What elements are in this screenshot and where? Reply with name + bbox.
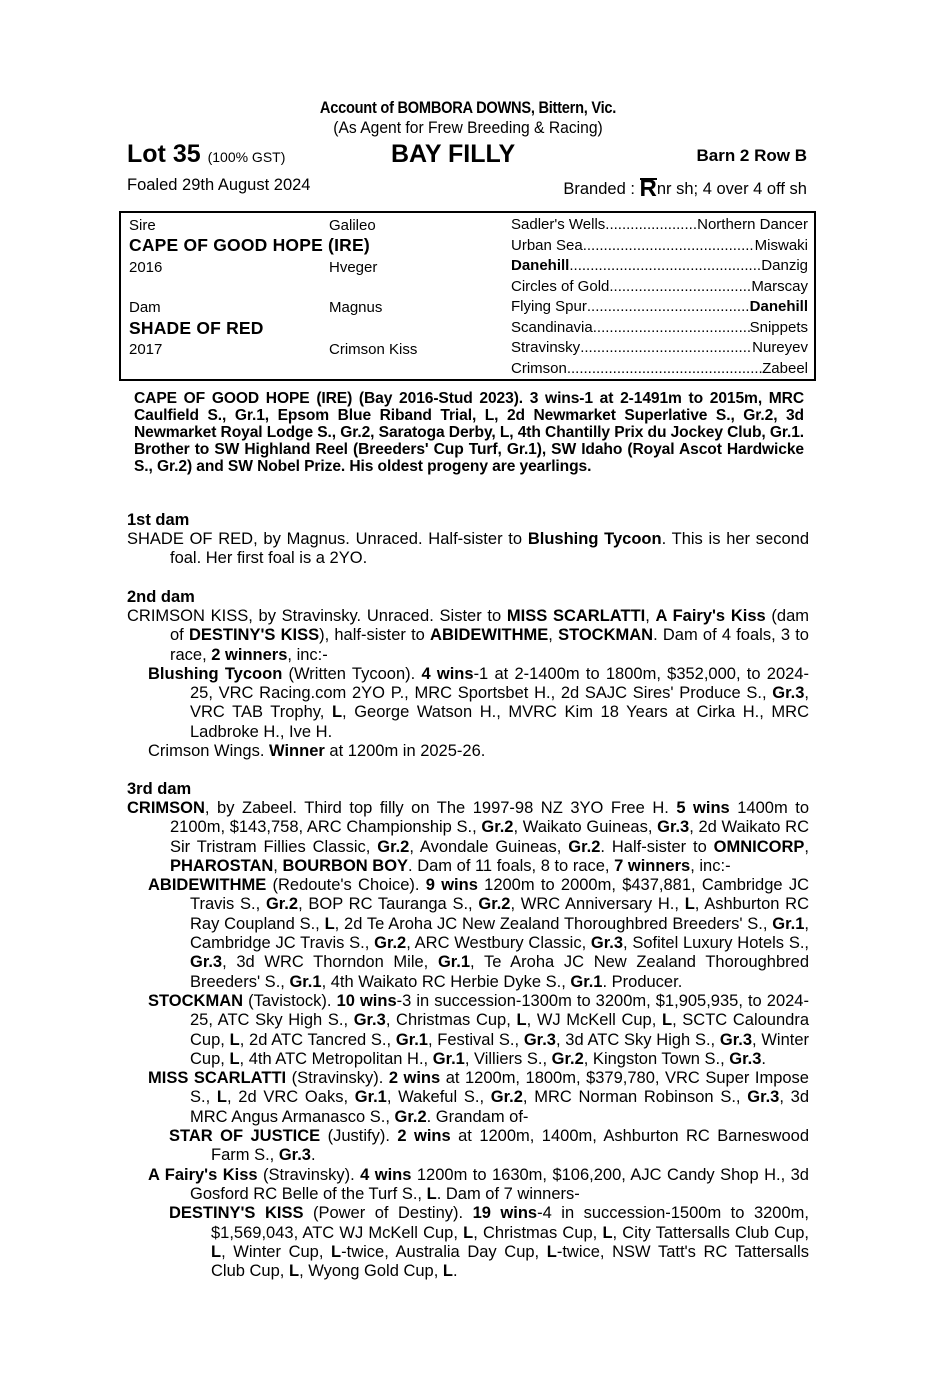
bold-run: L xyxy=(229,1049,240,1068)
bold-run: L xyxy=(463,1223,474,1242)
progeny-entry xyxy=(127,1166,809,1205)
foal-line xyxy=(127,172,809,202)
bold-run: L xyxy=(516,1011,527,1030)
text-run: . xyxy=(453,1262,458,1281)
leader-dots xyxy=(583,237,755,254)
text-run: . Grandam of- xyxy=(426,1107,529,1126)
leader-dots xyxy=(593,319,750,336)
bold-run: Gr.2 xyxy=(481,818,514,837)
brand-text: nr sh; 4 over 4 off sh xyxy=(656,180,807,198)
bold-run: Gr.3 xyxy=(590,934,624,953)
bold-run: Blushing Tycoon xyxy=(527,530,662,548)
leader-dots xyxy=(605,216,697,233)
gst-note: (100% GST) xyxy=(207,149,286,165)
ancestor-sire: Miswaki xyxy=(754,236,808,254)
third-dam-progeny xyxy=(127,876,809,1281)
bold-run: DESTINY'S KISS xyxy=(169,1204,304,1223)
text-run: , Villiers S., xyxy=(464,1049,552,1068)
third-dam-section xyxy=(127,779,809,1281)
text-run: , inc:- xyxy=(690,856,731,875)
text-run: -4 in succession-1500m to 3200m, $1,569,043, ATC WJ McKell Cup, xyxy=(211,1204,809,1242)
ancestor-sire: Zabeel xyxy=(762,359,808,377)
bold-run: 4 wins xyxy=(360,1165,412,1184)
first-dam-text xyxy=(127,530,809,569)
fourth-gen-row xyxy=(511,257,808,274)
sire-name: CAPE OF GOOD HOPE (IRE) xyxy=(129,235,370,255)
sire-year: 2016 xyxy=(129,259,163,276)
ancestor-sire: Danehill xyxy=(749,298,808,315)
text-run: , Avondale Guineas, xyxy=(409,837,569,856)
text-run: , 3d MRC Angus Armanasco S., xyxy=(190,1088,810,1126)
bold-run: OMNICORP xyxy=(713,837,805,856)
bold-run: A Fairy's Kiss xyxy=(148,1165,258,1184)
second-dam-heading: 2nd dam xyxy=(127,588,195,606)
bold-run: PHAROSTAN xyxy=(170,856,274,875)
ancestor-sire: Nureyev xyxy=(752,339,808,356)
text-run: (Redoute's Choice). xyxy=(266,876,426,895)
bold-run: L xyxy=(216,1088,227,1107)
leader-dots xyxy=(587,298,750,315)
text-run: (Justify). xyxy=(320,1127,398,1146)
bold-run: 2 wins xyxy=(388,1069,441,1088)
text-run: , Waikato Guineas, xyxy=(513,818,658,837)
text-run: (Power of Destiny). xyxy=(303,1204,473,1223)
fourth-gen-row xyxy=(511,298,808,315)
vendor-account: Account of BOMBORA DOWNS, Bittern, Vic. xyxy=(319,98,617,117)
text-run: , 3d ATC Sky High S., xyxy=(555,1030,720,1049)
bold-run: L xyxy=(684,895,695,914)
lot-number xyxy=(127,140,285,169)
bold-run: Gr.2 xyxy=(490,1088,523,1107)
progeny-entry xyxy=(127,742,809,761)
vendor-agent: (As Agent for Frew Breeding & Racing) xyxy=(333,118,603,137)
bold-run: L xyxy=(426,1184,437,1203)
bold-run: L xyxy=(331,1242,342,1261)
bold-run: L xyxy=(324,914,335,933)
text-run: , 4th ATC Metropolitan H., xyxy=(239,1049,433,1068)
text-run: , Sofitel Luxury Hotels S., xyxy=(623,934,809,953)
progeny-entry xyxy=(127,992,809,1069)
text-run: , 2d Te Aroha JC New Zealand Thoroughbred Breeders' S., xyxy=(334,914,773,933)
text-run: -3 in succession-1300m to 3200m, $1,905,935, to 2024-25, ATC Sky High S., xyxy=(190,991,809,1030)
bold-run: L xyxy=(546,1242,557,1261)
text-run: , 2d ATC Tancred S., xyxy=(239,1030,396,1049)
bold-run: Winner xyxy=(269,742,325,761)
text-run: . xyxy=(310,1146,316,1165)
text-run: , WJ McKell Cup, xyxy=(526,1011,662,1030)
lot-line xyxy=(127,140,809,172)
bold-run: MISS SCARLATTI xyxy=(506,607,646,625)
bold-run: CRIMSON xyxy=(127,799,205,817)
text-run: , Christmas Cup, xyxy=(473,1223,603,1242)
pedigree-table xyxy=(119,211,816,381)
bold-run: MISS SCARLATTI xyxy=(148,1069,287,1088)
bold-run: Gr.2 xyxy=(377,837,410,856)
ancestor-name: Stravinsky xyxy=(511,339,581,356)
text-run: , Christmas Cup, xyxy=(385,1011,517,1030)
bold-run: Gr.2 xyxy=(551,1049,584,1068)
text-run: (Stravinsky). xyxy=(286,1069,389,1088)
dam-dam: Crimson Kiss xyxy=(329,341,418,358)
text-run: , ARC Westbury Classic, xyxy=(406,934,591,953)
bold-run: L xyxy=(211,1242,222,1261)
bold-run: Gr.3 xyxy=(353,1011,386,1030)
bold-run: Gr.3 xyxy=(747,1088,780,1107)
bold-run: Gr.2 xyxy=(568,837,601,856)
text-run: , City Tattersalls Club Cup, xyxy=(612,1223,810,1242)
bold-run: Gr.1 xyxy=(570,972,603,991)
ancestor-sire: Snippets xyxy=(749,318,808,336)
text-run: -twice, NSW Tatt's RC Tattersalls Club Cup, xyxy=(211,1242,809,1281)
text-run: SHADE OF RED, by Magnus. Unraced. Half-sister to xyxy=(127,530,528,548)
text-run: ), half-sister to xyxy=(319,626,431,645)
dam-label: Dam xyxy=(129,299,161,316)
bold-run: Gr.2 xyxy=(265,895,299,914)
leader-dots xyxy=(609,278,751,295)
lot-header xyxy=(127,97,809,202)
progeny-entry xyxy=(127,1204,809,1281)
bold-run: L xyxy=(229,1030,240,1049)
text-run: , 2d VRC Oaks, xyxy=(227,1088,355,1107)
dam-name: SHADE OF RED xyxy=(129,318,264,338)
text-run: , Wyong Gold Cup, xyxy=(299,1262,443,1281)
bold-run: 19 wins xyxy=(472,1204,538,1223)
dam-sire: Magnus xyxy=(329,299,383,316)
text-run: , WRC Anniversary H., xyxy=(510,895,685,914)
ancestor-sire: Marscay xyxy=(751,277,808,295)
fourth-gen-row xyxy=(511,339,808,356)
second-dam-section xyxy=(127,587,809,761)
bold-run: STOCKMAN xyxy=(558,626,654,645)
text-run: (dam of xyxy=(170,607,809,645)
lot-label: Lot 35 xyxy=(127,140,201,168)
ancestor-sire: Danzig xyxy=(761,257,808,274)
text-run: Crimson Wings. xyxy=(148,742,270,761)
text-run: at 1200m in 2025-26. xyxy=(324,742,486,761)
text-run: , George Watson H., MVRC Kim 18 Years at Cirka H., MRC Ladbroke H., Ive H. xyxy=(190,703,809,741)
text-run: , Winter Cup, xyxy=(190,1030,810,1068)
bold-run: Gr.3 xyxy=(657,818,690,837)
fourth-gen-row xyxy=(511,319,808,336)
progeny-entry xyxy=(127,665,809,742)
text-run: . Dam of 7 winners- xyxy=(436,1184,580,1203)
branded-label: Branded : xyxy=(563,180,635,198)
text-run: (Tavistock). xyxy=(243,991,337,1010)
third-dam-heading: 3rd dam xyxy=(127,780,192,798)
foaled-date: Foaled 29th August 2024 xyxy=(127,176,311,194)
text-run: . Dam of 4 foals, 3 to race, xyxy=(170,626,809,664)
text-run: -twice, Australia Day Cup, xyxy=(341,1242,547,1261)
text-run: , 3d WRC Thorndon Mile, xyxy=(222,953,438,972)
bold-run: L xyxy=(442,1262,453,1281)
bold-run: ABIDEWITHME xyxy=(148,876,267,895)
horse-sex-color: BAY FILLY xyxy=(391,140,516,168)
text-run: , 4th Waikato RC Herbie Dyke S., xyxy=(321,972,571,991)
bold-run: Gr.2 xyxy=(374,934,407,953)
text-run: at 1200m, 1800m, $379,780, VRC Super Impose S., xyxy=(190,1069,809,1107)
bold-run: Gr.3 xyxy=(772,684,805,703)
text-run: . Half-sister to xyxy=(600,837,714,856)
bold-run: Gr.1 xyxy=(289,972,322,991)
text-run: , Winter Cup, xyxy=(221,1242,332,1261)
leader-dots xyxy=(569,257,761,274)
ancestor-name: Circles of Gold xyxy=(511,277,610,295)
bold-run: 4 wins xyxy=(421,664,474,683)
text-run: , xyxy=(273,856,283,875)
barn-location: Barn 2 Row B xyxy=(696,146,807,165)
text-run: -1 at 2-1400m to 1800m, $352,000, to 2024-25, VRC Racing.com 2YO P., MRC Sportsbet H., 2d SAJC Sires' Produce S., xyxy=(190,664,810,703)
bold-run: Gr.1 xyxy=(354,1088,387,1107)
bold-run: 5 wins xyxy=(676,799,730,817)
text-run: , MRC Norman Robinson S., xyxy=(522,1088,748,1107)
ancestor-name: Flying Spur xyxy=(511,298,587,315)
bold-run: L xyxy=(288,1262,300,1281)
text-run: (Stravinsky). xyxy=(257,1165,361,1184)
text-run: , Ashburton RC Ray Coupland S., xyxy=(190,895,809,933)
text-run: , xyxy=(548,626,559,645)
leader-dots xyxy=(567,360,762,377)
first-dam-heading: 1st dam xyxy=(127,511,190,529)
bold-run: L xyxy=(602,1223,613,1242)
bold-run: Gr.3 xyxy=(719,1030,752,1049)
progeny-entry xyxy=(127,876,809,992)
bold-run: L xyxy=(661,1011,673,1030)
sire-blurb: CAPE OF GOOD HOPE (IRE) (Bay 2016-Stud 2023). 3 wins-1 at 2-1491m to 2015m, MRC Caulfield S., Gr.1, Epsom Blue Riband Trial, L, 2d Newmarket Superlative S., Gr.2, 3d Newmarket Royal Lodge S., Gr.2, Saratoga Derby, L, 4th Chantilly Prix du Jockey Club, Gr.1. Brother to SW Highland Reel (Breeders' Cup Turf, Gr.1), SW Idaho (Royal Ascot Hardwicke S., Gr.2) and SW Nobel Prize. His oldest progeny are yearlings. xyxy=(134,390,805,475)
brand-info xyxy=(563,175,807,202)
bold-run: Blushing Tycoon xyxy=(148,664,283,683)
bold-run: Gr.2 xyxy=(394,1107,427,1126)
text-run: , Festival S., xyxy=(427,1030,524,1049)
fourth-gen-row xyxy=(511,278,808,295)
sire-sire: Galileo xyxy=(329,217,376,234)
bold-run: Gr.3 xyxy=(190,953,223,972)
ancestor-name: Scandinavia xyxy=(511,318,593,336)
third-dam-intro xyxy=(127,799,809,876)
ancestor-name: Urban Sea xyxy=(511,236,583,254)
bold-run: Gr.3 xyxy=(278,1146,311,1165)
text-run: CRIMSON KISS, by Stravinsky. Unraced. Sister to xyxy=(127,607,507,625)
text-run: , SCTC Caloundra Cup, xyxy=(190,1011,810,1049)
bold-run: 9 wins xyxy=(425,876,478,895)
bold-run: 2 winners xyxy=(211,645,288,664)
bold-run: A Fairy's Kiss xyxy=(655,607,766,625)
text-run: 1200m to 2000m, $437,881, Cambridge JC Travis S., xyxy=(190,876,809,914)
second-dam-intro xyxy=(127,607,809,665)
text-run: , VRC TAB Trophy, xyxy=(190,684,809,722)
progeny-entry xyxy=(127,1127,809,1166)
text-run: , 2d Waikato RC Sir Tristram Fillies Classic, xyxy=(170,818,809,856)
text-run: , BOP RC Tauranga S., xyxy=(298,895,479,914)
bold-run: Gr.1 xyxy=(437,953,471,972)
bold-run: Gr.2 xyxy=(478,895,511,914)
bold-run: ABIDEWITHME xyxy=(430,626,549,645)
bold-run: Gr.1 xyxy=(772,914,805,933)
ancestor-sire: Northern Dancer xyxy=(697,216,808,233)
bold-run: Gr.3 xyxy=(523,1030,556,1049)
ancestor-name: Crimson xyxy=(511,359,567,377)
bold-run: BOURBON BOY xyxy=(282,856,409,875)
bold-run: 7 winners xyxy=(614,856,691,875)
text-run: , xyxy=(645,607,656,625)
text-run: at 1200m, 1400m, Ashburton RC Barneswood Farm S., xyxy=(211,1127,809,1165)
bold-run: 10 wins xyxy=(336,991,397,1010)
text-run: , Wakeful S., xyxy=(386,1088,491,1107)
text-run: 1200m to 1630m, $106,200, AJC Candy Shop H., 3d Gosford RC Belle of the Turf S., xyxy=(190,1165,809,1203)
first-dam-section xyxy=(127,510,809,569)
text-run: , inc:- xyxy=(287,645,328,664)
text-run: , Kingston Town S., xyxy=(583,1049,730,1068)
fourth-gen-row xyxy=(511,237,808,254)
fourth-gen-row xyxy=(511,360,808,377)
text-run: , Cambridge JC Travis S., xyxy=(190,914,809,953)
leader-dots xyxy=(580,339,752,356)
bold-run: DESTINY'S KISS xyxy=(188,626,320,645)
text-run: . Dam of 11 foals, 8 to race, xyxy=(408,856,615,875)
bold-run: STOCKMAN xyxy=(148,991,244,1010)
bold-run: STAR OF JUSTICE xyxy=(169,1127,321,1146)
bold-run: Gr.3 xyxy=(729,1049,762,1068)
brand-mark-icon: R xyxy=(639,175,657,202)
text-run: . xyxy=(761,1049,766,1068)
text-run: , Te Aroha JC New Zealand Thoroughbred Breeders' S., xyxy=(190,953,810,991)
bold-run: Gr.1 xyxy=(432,1049,465,1068)
text-run: , xyxy=(804,837,809,856)
ancestor-name: Danehill xyxy=(511,257,570,274)
fourth-gen-row xyxy=(511,216,808,233)
bold-run: L xyxy=(331,703,343,722)
text-run: 1400m to 2100m, $143,758, ARC Championship S., xyxy=(170,799,809,837)
text-run: , by Zabeel. Third top filly on The 1997-98 NZ 3YO Free H. xyxy=(204,799,677,817)
sire-label: Sire xyxy=(129,217,156,234)
ancestor-name: Sadler's Wells xyxy=(511,216,606,233)
text-run: . Producer. xyxy=(602,972,683,991)
dam-year: 2017 xyxy=(129,341,163,358)
text-run: (Written Tycoon). xyxy=(282,664,422,683)
progeny-entry xyxy=(127,1069,809,1127)
text-run: . This is her second foal. Her first foal is a 2YO. xyxy=(170,530,809,568)
sire-dam: Hveger xyxy=(329,259,378,276)
bold-run: 2 wins xyxy=(397,1127,451,1146)
bold-run: Gr.1 xyxy=(395,1030,428,1049)
